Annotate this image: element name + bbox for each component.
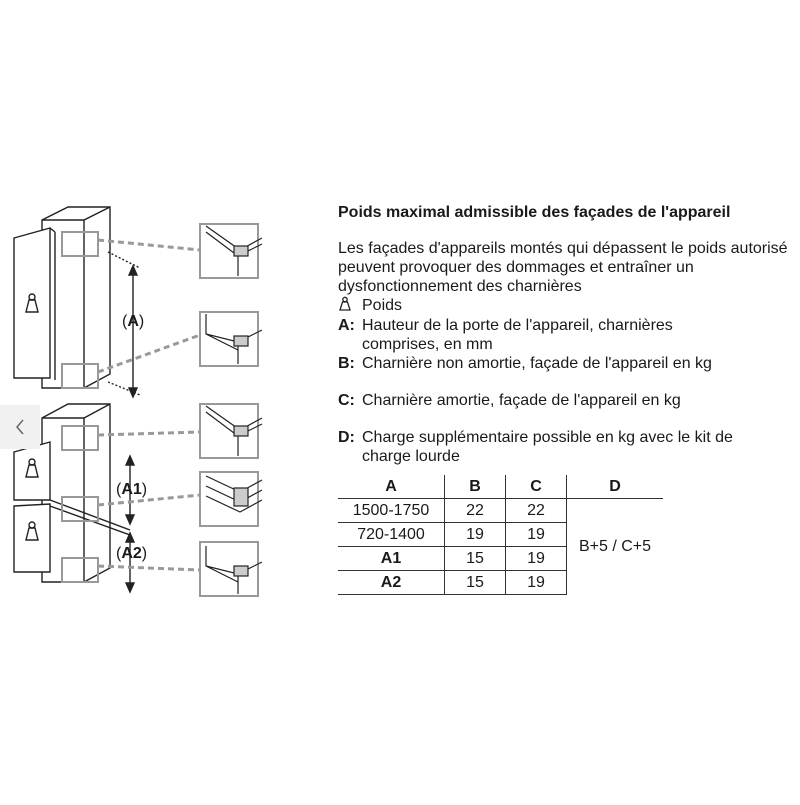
table-header-row	[338, 475, 663, 499]
previous-button[interactable]	[0, 405, 40, 449]
legend-weight	[338, 296, 798, 316]
legend-d-cont: charge lourde	[362, 448, 460, 465]
weight-icon	[338, 296, 362, 316]
legend	[338, 296, 798, 466]
legend-b: B: Charnière non amortie, façade de l'appareil en kg	[338, 355, 712, 372]
header-a: A	[338, 475, 445, 499]
table-row: A2 15 19	[338, 571, 663, 595]
table-row: 1500-1750 22 22 B+5 / C+5	[338, 499, 663, 523]
content-panel	[338, 203, 798, 595]
table-row: 720-1400 19 19	[338, 523, 663, 547]
header-d: D	[567, 475, 664, 499]
dimension-a2-label: (A2)	[116, 545, 148, 562]
legend-d: D: Charge supplémentaire possible en kg avec le kit de	[338, 429, 733, 446]
legend-c: C: Charnière amortie, façade de l'appareil en kg	[338, 392, 681, 409]
intro-paragraph: Les façades d'appareils montés qui dépassent le poids autorisé peuvent provoquer des dommages et entraîner un dysfonctionnement des charnières	[338, 240, 788, 295]
hinge-diagram	[0, 0, 330, 800]
d-value-cell: B+5 / C+5	[567, 499, 664, 595]
legend-a: A: Hauteur de la porte de l'appareil, charnières	[338, 317, 673, 334]
chevron-left-icon	[12, 417, 28, 437]
legend-a-cont: comprises, en mm	[362, 336, 493, 353]
fridge-illustration	[0, 0, 330, 800]
page-title: Poids maximal admissible des façades de l'appareil	[338, 204, 731, 221]
dimension-a1-label: (A1)	[116, 481, 148, 498]
dimension-a-label: (A)	[122, 313, 145, 330]
table-row: A1 15 19	[338, 547, 663, 571]
header-c: C	[506, 475, 567, 499]
weight-table	[338, 475, 663, 595]
legend-weight-text: Poids	[362, 297, 403, 314]
header-b: B	[445, 475, 506, 499]
